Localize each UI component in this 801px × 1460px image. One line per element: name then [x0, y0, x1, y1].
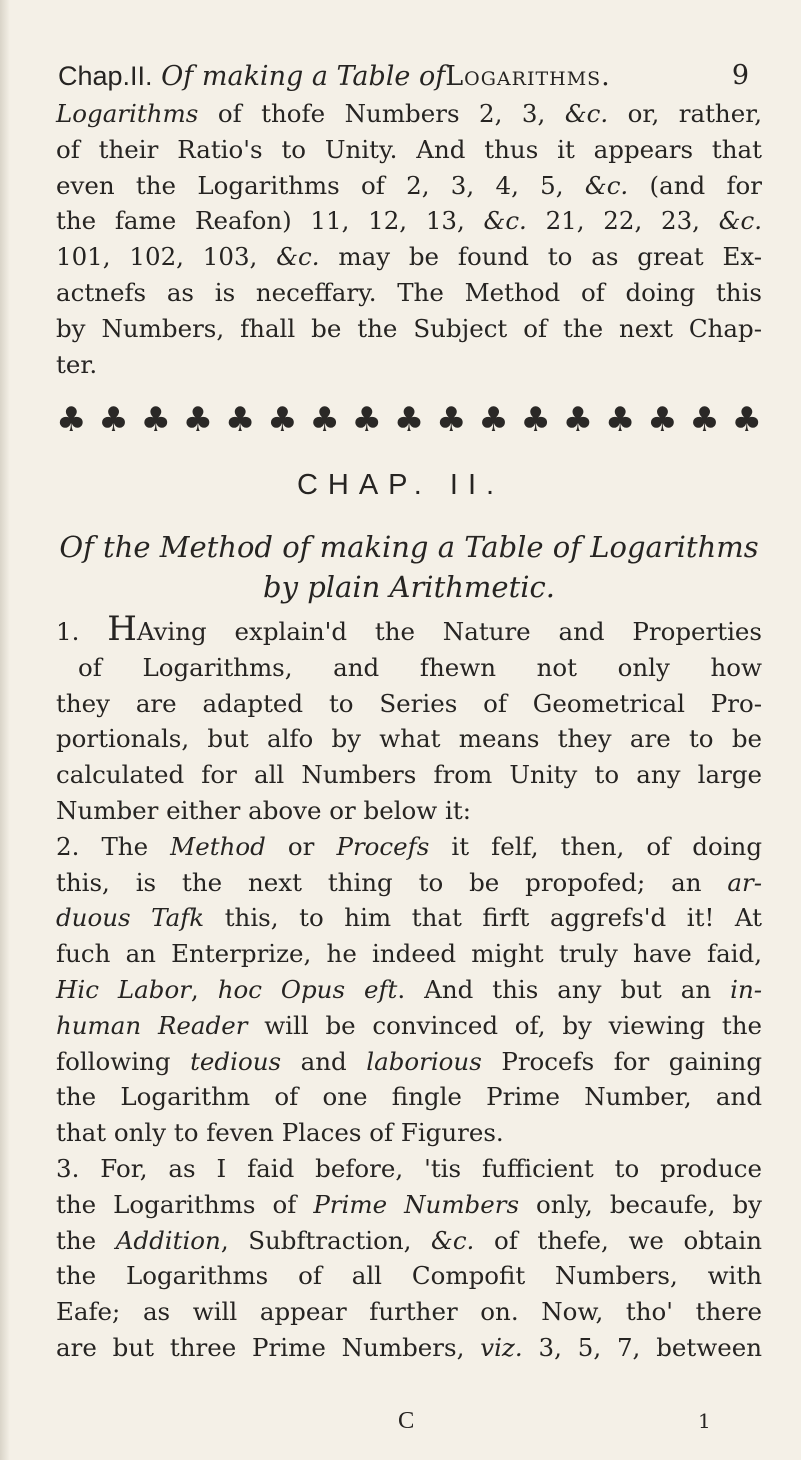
etc-mark: &c. [718, 206, 763, 236]
italic-word: Procefs [336, 831, 430, 861]
italic-word: hoc Opus eft [217, 974, 398, 1004]
etc-mark: &c. [276, 242, 320, 272]
text-line: this, is the next thing to be propofed; an ar- [56, 867, 762, 897]
etc-mark: &c. [431, 1225, 475, 1255]
text-line: Hic Labor, hoc Opus eft. And this any but an in- [56, 974, 763, 1004]
continued-paragraph [56, 96, 762, 382]
italic-word: duous Tafk [56, 903, 205, 933]
text-line: of their Ratio's to Unity. And thus it appears that [56, 134, 762, 164]
ornament-glyph-icon: ♣ [309, 401, 340, 439]
text-line: by Numbers, fhall be the Subject of the next Chap- [56, 313, 762, 343]
ornament-glyph-icon: ♣ [351, 401, 383, 439]
italic-word: Hic Labor [56, 974, 191, 1004]
ornament-glyph-icon: ♣ [731, 401, 762, 439]
etc-mark: &c. [564, 99, 609, 128]
italic-word: Method [170, 831, 266, 861]
text-line: 2. The Method or Procefs it felf, then, of doing [56, 831, 763, 861]
ornament-glyph-icon: ♣ [478, 401, 509, 439]
text-line: fuch an Enterprize, he indeed might truly have faid, [56, 939, 762, 969]
text-line: the Logarithms of Prime Numbers only, becaufe, by [56, 1189, 763, 1219]
text-line: calculated for all Numbers from Unity to any large [56, 760, 762, 790]
ornament-glyph-icon: ♣ [647, 401, 678, 439]
ornament-glyph-icon: ♣ [140, 401, 171, 439]
text-line: that only to feven Places of Figures. [56, 1118, 504, 1148]
italic-word: Addition [115, 1225, 221, 1255]
text-line: are but three Prime Numbers, viz. 3, 5, 7, between [56, 1332, 762, 1362]
text-line: Number either above or below it: [56, 795, 471, 825]
text-line: following tedious and laborious Procefs for gaining [56, 1046, 763, 1076]
text-line: even the Logarithms of 2, 3, 4, 5, &c. (and for [56, 170, 763, 200]
italic-word: in- [730, 974, 763, 1004]
text-line: the fame Reafon) 11, 12, 13, &c. 21, 22, 23, &c. [56, 206, 763, 236]
catchword: 1 [698, 1409, 711, 1433]
ornament-glyph-icon: ♣ [56, 401, 87, 439]
etc-mark: &c. [584, 170, 629, 200]
text-line: 1. HAving explain'd the Nature and Properties [56, 609, 763, 649]
chapter-title-line-2: by plain Arithmetic. [263, 570, 555, 604]
text-line: of Logarithms, and fhewn not only how [78, 652, 762, 682]
text-line: portionals, but alfo by what means they are to be [56, 724, 762, 754]
italic-word: viz. [480, 1332, 523, 1362]
ornament-glyph-icon: ♣ [562, 401, 594, 439]
page-footer [0, 1404, 801, 1438]
text-line: 3. For, as I faid before, 'tis fufficient to produce [56, 1153, 762, 1183]
running-head-chapter: Chap.II. [58, 61, 153, 91]
italic-word: ar- [727, 867, 762, 897]
chapter-title [56, 527, 762, 607]
page-number: 9 [731, 60, 749, 91]
text-line: Logarithms of thofe Numbers 2, 3, &c. or, rather, [56, 99, 762, 128]
ornament-glyph-icon: ♣ [182, 401, 214, 439]
text-line: the Logarithm of one fingle Prime Number, and [56, 1082, 762, 1112]
scan-edge [0, 0, 10, 1460]
text-line: they are adapted to Series of Geometrical Pro- [56, 688, 762, 718]
ornament-glyph-icon: ♣ [267, 401, 298, 439]
running-head-title: Of making a Table of [161, 61, 446, 92]
text-line: 101, 102, 103, &c. may be found to as great Ex- [56, 242, 762, 272]
ornament-glyph-icon: ♣ [689, 401, 720, 439]
italic-word: laborious [366, 1046, 482, 1076]
ornament-glyph-icon: ♣ [393, 401, 425, 439]
text-line: actnefs as is neceffary. The Method of doing this [56, 277, 762, 307]
ornament-band [56, 401, 762, 439]
running-head [58, 56, 757, 96]
text-line: Eafe; as will appear further on. Now, tho' there [56, 1297, 762, 1327]
italic-word: tedious [190, 1046, 282, 1076]
text-line: the Logarithms of all Compofit Numbers, with [56, 1261, 762, 1291]
text-line: ter. [56, 349, 98, 379]
running-head-caps: Logarithms. [445, 61, 611, 92]
ornament-glyph-icon: ♣ [604, 401, 636, 439]
text-line: human Reader will be convinced of, by viewing the [56, 1010, 762, 1040]
ornament-glyph-icon: ♣ [224, 401, 256, 439]
italic-word: Prime Numbers [313, 1189, 520, 1219]
ornament-glyph-icon: ♣ [435, 401, 467, 439]
chapter-body [56, 609, 763, 1366]
italic-word: Logarithms [56, 99, 199, 128]
ornament-glyph-icon: ♣ [520, 401, 551, 439]
text-line: the Addition, Subftraction, &c. of thefe, we obtain [56, 1225, 763, 1255]
text-line: duous Tafk this, to him that firft aggrefs'd it! At [56, 903, 763, 933]
drop-cap: H [107, 609, 137, 649]
ornament-glyph-icon: ♣ [98, 401, 129, 439]
chapter-heading: CHAP. II. [296, 469, 505, 501]
italic-word: human Reader [56, 1010, 248, 1040]
etc-mark: &c. [483, 206, 527, 236]
chapter-title-line-1: Of the Method of making a Table of Logarithms [59, 530, 759, 564]
signature-mark: C [398, 1407, 415, 1434]
